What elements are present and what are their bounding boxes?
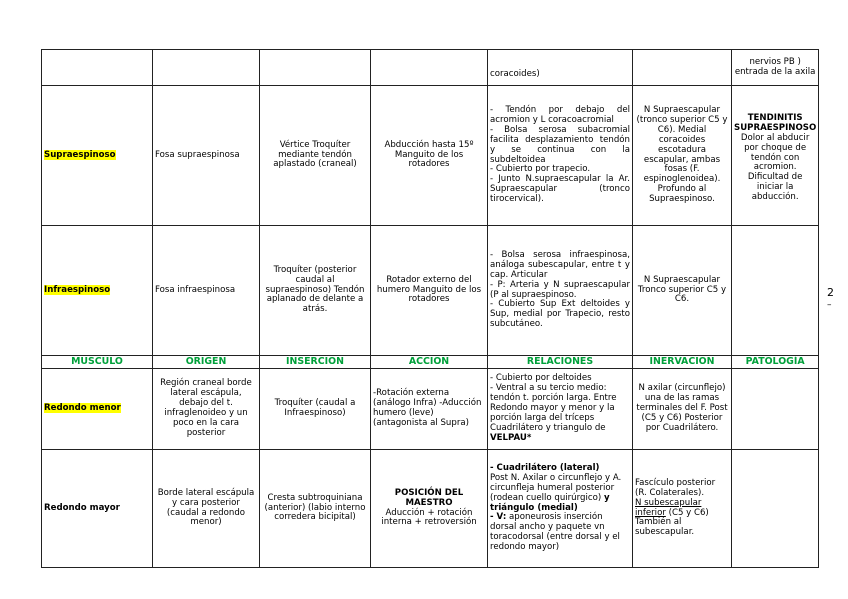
relacion-line: - Bolsa serosa subacromial facilita desplazamiento tendón y se continua con la subdeltoidea: [490, 124, 630, 165]
relacion-line: - Bolsa serosa infraespinosa, análoga subescapular, entre t y cap. Articular: [490, 249, 630, 280]
relacion-bold: y triángulo (medial): [490, 492, 610, 513]
relacion-line: - Tendón por debajo del acromion y L coracoacromial: [490, 104, 630, 125]
anatomy-table: [41, 49, 819, 568]
inervacion-underlined: N subescapular inferior: [635, 497, 702, 518]
relaciones-cell: [488, 86, 633, 226]
origen-cell: Borde lateral escápula y cara posterior (caudal a redondo menor): [153, 450, 260, 568]
insercion-cell: Troquíter (posterior caudal al supraespinoso) Tendón aplanado de delante a atrás.: [260, 226, 371, 356]
inervacion-cell: N Supraescapular Tronco superior C5 y C6.: [633, 226, 732, 356]
cell-empty: [633, 50, 732, 86]
cell-empty: [42, 50, 153, 86]
muscle-name: Supraespinoso: [44, 149, 116, 160]
accion-cell: Rotador externo del humero Manguito de los rotadores: [371, 226, 488, 356]
page-dash: –: [827, 300, 832, 310]
relacion-line: - Ventral a su tercio medio: tendón t. porción larga. Entre Redondo mayor y menor y la porción larga del tríceps Cuadrilátero y triangulo de: [490, 383, 617, 433]
patologia-cell: [732, 86, 819, 226]
table-row: [42, 369, 819, 450]
muscle-name-cell: [42, 450, 153, 568]
inervacion-cell: N axilar (circunflejo) una de las ramas terminales del F. Post (C5 y C6) Posterior por Cuadrilátero.: [633, 369, 732, 450]
cell-empty: [260, 50, 371, 86]
insercion-cell: Cresta subtroquiniana (anterior) (labio interno corredera bicipital): [260, 450, 371, 568]
accion-text: Aducción + rotación interna + retroversión: [381, 507, 477, 528]
muscle-name: Redondo mayor: [44, 502, 120, 513]
relacion-line: aponeurosis inserción dorsal ancho y paquete vn toracodorsal (entre dorsal y el redondo mayor): [490, 512, 620, 553]
inervacion-cell: [633, 450, 732, 568]
inervacion-cell: N Supraescapular (tronco superior C5 y C6). Medial coracoides escotadura escapular, ambas fosas (F. espinoglenoidea). Profundo al Supraespinoso.: [633, 86, 732, 226]
relaciones-cell: [488, 226, 633, 356]
accion-cell: -Rotación externa (análogo Infra) -Aducción humero (leve) (antagonista al Supra): [371, 369, 488, 450]
header-patologia: PATOLOGÍA: [732, 356, 819, 369]
relaciones-cell: [488, 369, 633, 450]
table-row: [42, 86, 819, 226]
accion-title: POSICIÓN DEL MAESTRO: [394, 487, 464, 508]
table-row: [42, 226, 819, 356]
relacion-line: - P: Arteria y N supraescapular (P al supraespinoso.: [490, 279, 630, 300]
relacion-line: Post N. Axilar o circunflejo y A. circunfleja humeral posterior (rodean cuello quirúrgico): [490, 472, 622, 503]
cell-empty: [732, 226, 819, 356]
header-row: [42, 356, 819, 369]
origen-cell: Región craneal borde lateral escápula, debajo del t. infraglenoideo y un poco en la cara posterior: [153, 369, 260, 450]
cell-empty: [732, 450, 819, 568]
origen-cell: Fosa supraespinosa: [153, 86, 260, 226]
header-inervacion: INERVACIÓN: [633, 356, 732, 369]
header-origen: ORIGEN: [153, 356, 260, 369]
table-row: [42, 50, 819, 86]
relaciones-cell: coracoides): [488, 50, 633, 86]
table-row: [42, 450, 819, 568]
relacion-bold: VELPAU*: [490, 432, 532, 443]
relacion-line: - Cubierto Sup Ext deltoides y Sup, medial por Trapecio, resto subcutáneo.: [490, 299, 630, 330]
page-number: 2: [827, 286, 834, 299]
inervacion-line: Fascículo posterior (R. Colaterales).: [635, 477, 716, 498]
relacion-line: - Cubierto por trapecio.: [490, 164, 591, 175]
header-accion: ACCION: [371, 356, 488, 369]
patologia-text: Dolor al abducir por choque de tendón con acromion. Dificultad de iniciar la abducción.: [740, 132, 810, 203]
muscle-name: Infraespinoso: [44, 284, 111, 295]
header-musculo: MUSCULO: [42, 356, 153, 369]
patologia-cell: nervios PB ) entrada de la axila: [732, 50, 819, 86]
insercion-cell: Vértice Troquíter mediante tendón aplastado (craneal): [260, 86, 371, 226]
header-insercion: INSERCIÓN: [260, 356, 371, 369]
inervacion-line: (C5 y C6) También al subescapular.: [635, 507, 709, 538]
cell-empty: [153, 50, 260, 86]
accion-cell: [371, 450, 488, 568]
relaciones-cell: [488, 450, 633, 568]
relacion-bold: - V:: [490, 512, 507, 523]
patologia-title: TENDINITIS SUPRAESPINOSO: [734, 112, 817, 133]
relacion-line: - Junto N.supraescapular la Ar. Supraescapular (tronco tirocervical).: [490, 174, 630, 205]
muscle-name: Redondo menor: [44, 403, 121, 414]
origen-cell: Fosa infraespinosa: [153, 226, 260, 356]
relacion-line: - Cubierto por deltoides: [490, 373, 592, 384]
accion-cell: Abducción hasta 15º Manguito de los rotadores: [371, 86, 488, 226]
cell-empty: [371, 50, 488, 86]
relacion-title: - Cuadrilátero (lateral): [490, 462, 600, 473]
insercion-cell: Troquíter (caudal a Infraespinoso): [260, 369, 371, 450]
header-relaciones: RELACIONES: [488, 356, 633, 369]
cell-empty: [732, 369, 819, 450]
